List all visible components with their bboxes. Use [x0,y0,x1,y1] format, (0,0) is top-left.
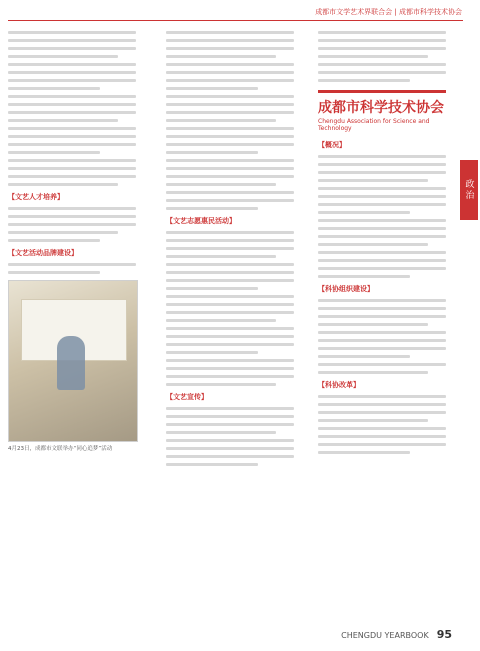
right-column [318,26,446,459]
header-rule [8,20,463,21]
text-block [166,231,294,386]
text-block [8,31,136,186]
text-block [318,31,446,82]
left-column [8,26,136,453]
person-figure [57,336,85,390]
section-title-en: Chengdu Association for Science and Technology [318,118,430,132]
article-photo [8,280,138,442]
subheading: 【文艺志愿惠民活动】 [166,217,236,225]
section-title-zh: 成都市科学技术协会 [318,100,444,116]
text-block [166,31,294,210]
page-number: 95 [436,628,452,641]
running-header: 成都市文学艺术界联合会 | 成都市科学技术协会 [315,8,462,16]
text-block [8,207,136,242]
subheading: 【概况】 [318,141,346,149]
photo-caption: 4月23日，成都市文联举办“同心追梦”活动 [8,446,113,452]
subheading: 【文艺宣传】 [166,393,208,401]
subheading: 【科协组织建设】 [318,285,374,293]
text-block [8,263,136,274]
subheading: 【科协改革】 [318,381,360,389]
subheading: 【文艺人才培养】 [8,193,64,201]
text-block [318,299,446,374]
middle-column [166,26,294,471]
subheading: 【文艺活动品牌建设】 [8,249,78,257]
section-tab: 政治 [460,160,478,220]
text-block [318,155,446,278]
text-block [318,395,446,454]
page-footer [341,628,452,641]
section-title [318,90,446,132]
text-block [166,407,294,466]
footer-source: CHENGDU YEARBOOK [341,631,429,640]
